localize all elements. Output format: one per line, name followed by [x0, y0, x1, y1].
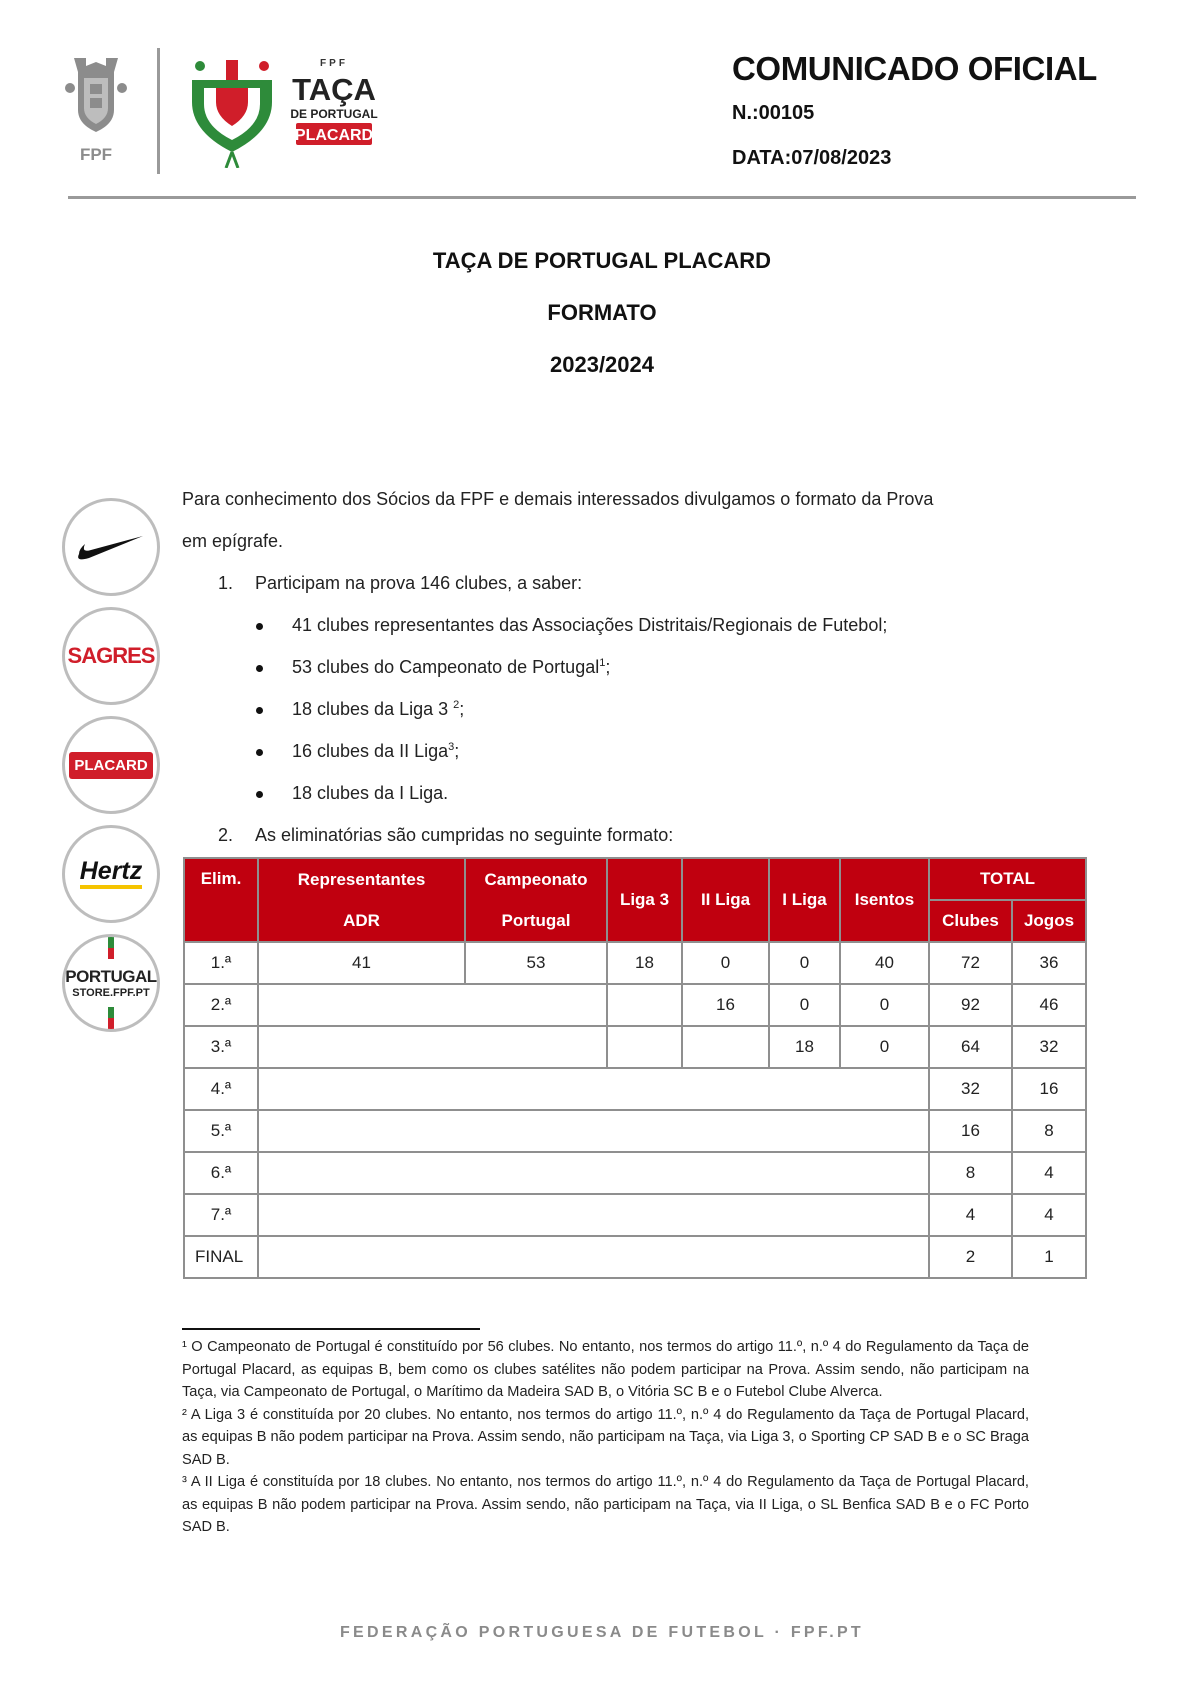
- table-row: [184, 1026, 1086, 1068]
- cell-empty: [607, 984, 682, 1026]
- cell-clubes: 4: [929, 1194, 1012, 1236]
- footnote-ref: 2: [453, 699, 460, 711]
- table-row: [184, 1194, 1086, 1236]
- table-row: [184, 942, 1086, 984]
- placard-wordmark: PLACARD: [69, 752, 152, 779]
- table-row: [184, 1110, 1086, 1152]
- cell-jogos: 32: [1012, 1026, 1086, 1068]
- cell-empty: [607, 1026, 682, 1068]
- flag-stripe-icon: [108, 937, 114, 959]
- sponsor-portugal-store: [62, 934, 160, 1032]
- svg-text:TAÇA: TAÇA: [292, 72, 376, 107]
- footnotes: [182, 1336, 1029, 1539]
- cell-elim: FINAL: [184, 1236, 258, 1278]
- cell-clubes: 64: [929, 1026, 1012, 1068]
- hertz-wordmark: Hertz: [80, 859, 143, 889]
- cell-jogos: 16: [1012, 1068, 1086, 1110]
- bullet-item: [182, 604, 1052, 646]
- cell-elim: 3.ª: [184, 1026, 258, 1068]
- bullet-punct: ;: [459, 699, 465, 719]
- cell-empty: [682, 1026, 769, 1068]
- fpf-crest-logo: [64, 52, 128, 168]
- sponsor-placard: [62, 716, 160, 814]
- table-row: [184, 1236, 1086, 1278]
- flag-stripe-icon: [108, 1007, 114, 1029]
- bullet-icon: [256, 623, 263, 630]
- svg-text:DE PORTUGAL: DE PORTUGAL: [290, 107, 378, 121]
- cell-empty: [258, 1236, 929, 1278]
- document-headings: [0, 248, 1200, 404]
- cell-iiliga: 16: [682, 984, 769, 1026]
- heading-format: FORMATO: [547, 300, 657, 325]
- bullet-item: [182, 730, 1052, 772]
- cell-clubes: 2: [929, 1236, 1012, 1278]
- sponsor-nike: [62, 498, 160, 596]
- cell-jogos: 8: [1012, 1110, 1086, 1152]
- cell-jogos: 1: [1012, 1236, 1086, 1278]
- store-line1: PORTUGAL: [65, 967, 157, 986]
- cell-iiliga: 0: [682, 942, 769, 984]
- portugal-store-badge: [65, 967, 156, 999]
- col-header-elim: Elim.: [184, 858, 258, 942]
- store-line2: STORE.FPF.PT: [72, 987, 150, 999]
- cell-clubes: 8: [929, 1152, 1012, 1194]
- intro-line1: Para conhecimento dos Sócios da FPF e demais interessados divulgamos o formato da Prova: [182, 489, 934, 509]
- col-header-iiliga: II Liga: [682, 858, 769, 942]
- document-date: DATA:07/08/2023: [732, 147, 892, 169]
- cell-liga3: 18: [607, 942, 682, 984]
- cell-empty: [258, 1068, 929, 1110]
- bullet-item: [182, 646, 1052, 688]
- bullet-icon: [256, 665, 263, 672]
- cell-elim: 7.ª: [184, 1194, 258, 1236]
- col-header-jogos: Jogos: [1012, 900, 1086, 942]
- cell-empty: [258, 1194, 929, 1236]
- bullet-item: [182, 772, 1052, 814]
- table-row: [184, 1152, 1086, 1194]
- cell-isentos: 0: [840, 984, 929, 1026]
- heading-season: 2023/2024: [550, 352, 654, 377]
- bullet-text: 18 clubes da I Liga.: [292, 783, 449, 803]
- svg-text:PLACARD: PLACARD: [294, 127, 374, 144]
- document-number: N.:00105: [732, 102, 815, 124]
- col-header-adr: Representantes: [258, 858, 465, 900]
- bullet-punct: ;: [605, 657, 611, 677]
- cell-clubes: 92: [929, 984, 1012, 1026]
- footnote-ref: 1: [599, 657, 606, 669]
- bullet-icon: [256, 749, 263, 756]
- col-header-cp: Campeonato: [465, 858, 607, 900]
- footnote-2: ² A Liga 3 é constituída por 20 clubes. No entanto, nos termos do artigo 11.º, n.º 4 do Regulamento da Taça de Portugal Placard, as equipas B não podem participar na Prova. Assim sendo, não participam na Taça, via Liga 3, o Sporting CP SAD B e o SC Braga SAD B.: [182, 1406, 1029, 1468]
- sponsor-hertz: [62, 825, 160, 923]
- cell-elim: 1.ª: [184, 942, 258, 984]
- col-header-isentos: Isentos: [840, 858, 929, 942]
- cell-adr: 41: [258, 942, 465, 984]
- col-header-cp-sub: Portugal: [465, 900, 607, 942]
- bullet-text: 41 clubes representantes das Associações Distritais/Regionais de Futebol;: [292, 615, 888, 635]
- footnote-ref: 3: [448, 741, 455, 753]
- footnote-3: ³ A II Liga é constituída por 18 clubes. No entanto, nos termos do artigo 11.º, n.º 4 do Regulamento da Taça de Portugal Placard, as equipas B não podem participar na Prova. Assim sendo, não participam na Taça, via II Liga, o SL Benfica SAD B e o FC Porto SAD B.: [182, 1474, 1029, 1535]
- logo-separator: [157, 48, 160, 174]
- item-number: 2.: [218, 825, 234, 845]
- bullet-text: 16 clubes da II Liga: [292, 741, 449, 761]
- cell-elim: 4.ª: [184, 1068, 258, 1110]
- col-header-iliga: I Liga: [769, 858, 840, 942]
- col-header-liga3: Liga 3: [607, 858, 682, 942]
- cell-iliga: 18: [769, 1026, 840, 1068]
- cell-clubes: 32: [929, 1068, 1012, 1110]
- col-header-clubes: Clubes: [929, 900, 1012, 942]
- document-title: COMUNICADO OFICIAL: [732, 50, 1097, 87]
- bullet-text: 53 clubes do Campeonato de Portugal: [292, 657, 600, 677]
- heading-competition: TAÇA DE PORTUGAL PLACARD: [432, 248, 772, 273]
- cell-elim: 2.ª: [184, 984, 258, 1026]
- elimination-format-table: [183, 857, 1087, 1279]
- bullet-icon: [256, 791, 263, 798]
- taca-de-portugal-logo: [186, 52, 396, 168]
- nike-swoosh-icon: [77, 532, 145, 562]
- document-body: [182, 478, 1052, 856]
- table-header-row: [184, 858, 1086, 900]
- table-row: [184, 1068, 1086, 1110]
- col-header-total: TOTAL: [929, 858, 1086, 900]
- bullet-text: 18 clubes da Liga 3: [292, 699, 454, 719]
- bullet-punct: ;: [454, 741, 460, 761]
- cell-clubes: 72: [929, 942, 1012, 984]
- cell-clubes: 16: [929, 1110, 1012, 1152]
- bullet-icon: [256, 707, 263, 714]
- header-divider: [68, 196, 1136, 199]
- cell-jogos: 46: [1012, 984, 1086, 1026]
- header-block: [732, 50, 1132, 170]
- bullet-item: [182, 688, 1052, 730]
- item-text: Participam na prova 146 clubes, a saber:: [255, 573, 583, 593]
- item-text: As eliminatórias são cumpridas no seguinte formato:: [255, 825, 674, 845]
- cell-isentos: 40: [840, 942, 929, 984]
- col-header-adr-sub: ADR: [258, 900, 465, 942]
- cell-iliga: 0: [769, 984, 840, 1026]
- cell-empty: [258, 1152, 929, 1194]
- intro-line2: em epígrafe.: [182, 531, 284, 551]
- footnote-divider: [182, 1328, 480, 1330]
- cell-jogos: 36: [1012, 942, 1086, 984]
- cell-isentos: 0: [840, 1026, 929, 1068]
- sagres-wordmark: SAGRES: [67, 643, 155, 668]
- cell-jogos: 4: [1012, 1194, 1086, 1236]
- cell-empty: [258, 984, 607, 1026]
- cell-empty: [258, 1026, 607, 1068]
- svg-text:FPF: FPF: [79, 145, 113, 164]
- sponsor-sagres: [62, 607, 160, 705]
- item-number: 1.: [218, 573, 234, 593]
- footnote-1: ¹ O Campeonato de Portugal é constituído por 56 clubes. No entanto, nos termos do artigo 11.º, n.º 4 do Regulamento da Taça de Portugal Placard, as equipas B, bem como os clubes satélites não podem participar na Prova. Assim sendo, não participam na Taça, via Campeonato de Portugal, o Marítimo da Madeira SAD B, o Vitória SC B e o Futebol Clube Alverca.: [182, 1339, 1029, 1400]
- cell-empty: [258, 1110, 929, 1152]
- cell-elim: 6.ª: [184, 1152, 258, 1194]
- svg-text:FPF: FPF: [320, 58, 348, 69]
- numbered-item-1: [182, 562, 1052, 604]
- cell-cp: 53: [465, 942, 607, 984]
- cell-iliga: 0: [769, 942, 840, 984]
- table-row: [184, 984, 1086, 1026]
- cell-elim: 5.ª: [184, 1110, 258, 1152]
- numbered-item-2: [182, 814, 1052, 856]
- cell-jogos: 4: [1012, 1152, 1086, 1194]
- page-footer: FEDERAÇÃO PORTUGUESA DE FUTEBOL · FPF.PT: [339, 1624, 864, 1641]
